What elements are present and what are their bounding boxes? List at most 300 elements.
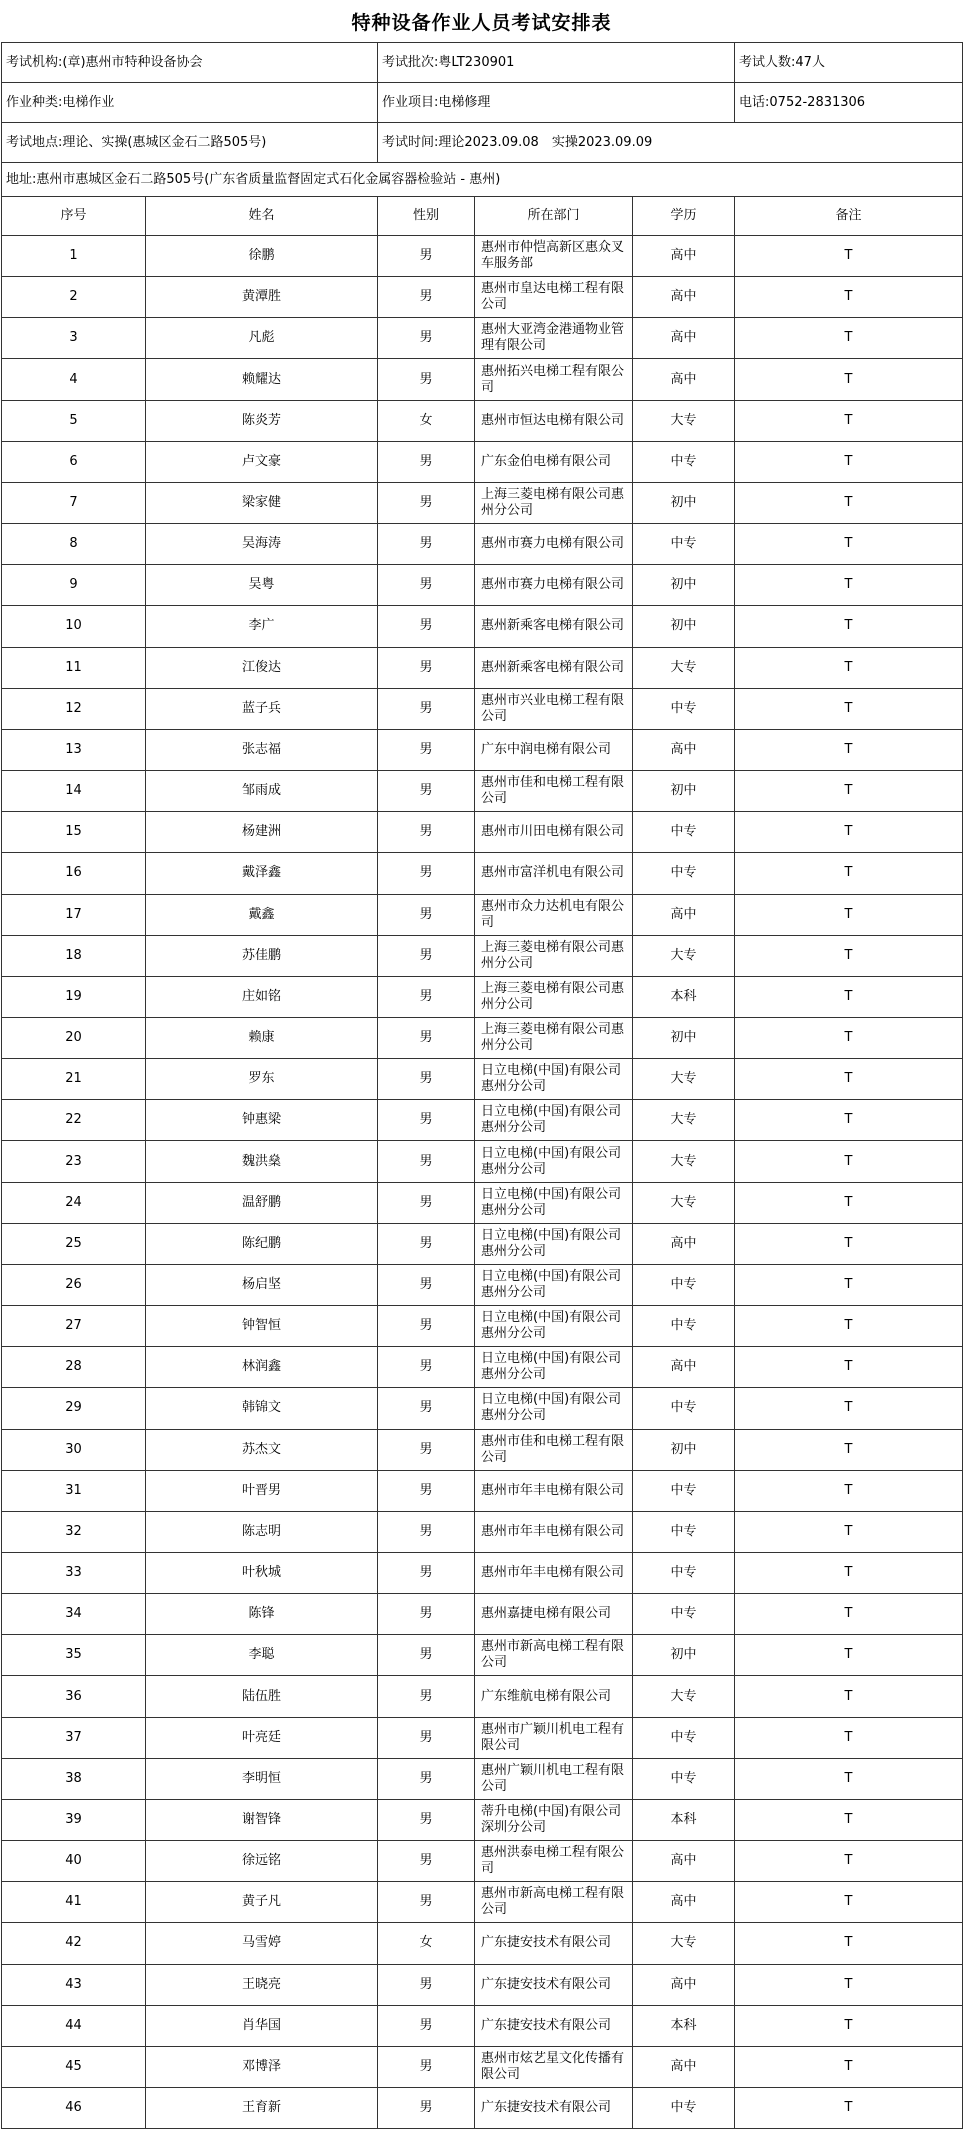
cell-name: 叶秋城 [146, 1553, 378, 1594]
department-text: 日立电梯(中国)有限公司惠州分公司 [481, 1145, 622, 1177]
department-text: 惠州市新高电梯工程有限公司 [481, 1639, 625, 1671]
department-text: 日立电梯(中国)有限公司惠州分公司 [481, 1186, 622, 1218]
cell-name: 陆伍胜 [146, 1676, 378, 1717]
cell-index: 46 [2, 2088, 146, 2129]
table-row [2, 647, 963, 688]
cell-remark: T [735, 1100, 963, 1141]
cell-name: 温舒鹏 [146, 1182, 378, 1223]
cell-education: 高中 [633, 318, 735, 359]
cell-education: 大专 [633, 1182, 735, 1223]
cell-education: 高中 [633, 1347, 735, 1388]
cell-department [475, 1100, 633, 1141]
cell-name: 林润鑫 [146, 1347, 378, 1388]
cell-education: 中专 [633, 441, 735, 482]
cell-index: 15 [2, 812, 146, 853]
department-text: 惠州新乘客电梯有限公司 [481, 618, 625, 634]
department-text: 上海三菱电梯有限公司惠州分公司 [481, 1022, 625, 1054]
cell-name: 梁家健 [146, 482, 378, 523]
cell-education: 中专 [633, 812, 735, 853]
cell-index: 16 [2, 853, 146, 894]
department-text: 日立电梯(中国)有限公司惠州分公司 [481, 1104, 622, 1136]
cell-education: 大专 [633, 1141, 735, 1182]
department-text: 惠州大亚湾金港通物业管理有限公司 [481, 322, 625, 354]
col-header-index: 序号 [2, 197, 146, 236]
cell-index: 45 [2, 2046, 146, 2087]
cell-gender: 男 [378, 1264, 475, 1305]
department-text: 惠州市新高电梯工程有限公司 [481, 1886, 625, 1918]
table-row [2, 524, 963, 565]
table-row [2, 729, 963, 770]
cell-gender: 男 [378, 1594, 475, 1635]
cell-name: 庄如铭 [146, 976, 378, 1017]
table-row [2, 606, 963, 647]
cell-gender: 男 [378, 1059, 475, 1100]
cell-name: 邓博泽 [146, 2046, 378, 2087]
cell-index: 42 [2, 1923, 146, 1964]
table-row [2, 812, 963, 853]
department-text: 惠州市年丰电梯有限公司 [481, 1523, 625, 1539]
cell-gender: 男 [378, 1100, 475, 1141]
cell-name: 戴鑫 [146, 894, 378, 935]
cell-remark: T [735, 853, 963, 894]
cell-department [475, 729, 633, 770]
cell-education: 高中 [633, 359, 735, 400]
cell-education: 初中 [633, 606, 735, 647]
cell-name: 陈志明 [146, 1511, 378, 1552]
table-row [2, 1100, 963, 1141]
col-header-name: 姓名 [146, 197, 378, 236]
cell-education: 中专 [633, 1594, 735, 1635]
cell-department [475, 236, 633, 277]
cell-name: 卢文豪 [146, 441, 378, 482]
cell-remark: T [735, 1017, 963, 1058]
cell-gender: 男 [378, 482, 475, 523]
table-row [2, 1841, 963, 1882]
cell-name: 叶亮廷 [146, 1717, 378, 1758]
cell-department [475, 853, 633, 894]
cell-department [475, 400, 633, 441]
col-header-remark: 备注 [735, 197, 963, 236]
cell-department [475, 524, 633, 565]
cell-department [475, 606, 633, 647]
cell-remark: T [735, 1758, 963, 1799]
cell-index: 1 [2, 236, 146, 277]
department-text: 惠州市皇达电梯工程有限公司 [481, 281, 625, 313]
department-text: 惠州市川田电梯有限公司 [481, 824, 625, 840]
work-item: 作业项目:电梯修理 [378, 83, 735, 123]
cell-gender: 男 [378, 1388, 475, 1429]
cell-index: 24 [2, 1182, 146, 1223]
cell-index: 11 [2, 647, 146, 688]
department-text: 广东金伯电梯有限公司 [481, 453, 612, 469]
cell-index: 41 [2, 1882, 146, 1923]
exam-address: 地址:惠州市惠城区金石二路505号(广东省质量监督固定式石化金属容器检验站 - 惠州) [2, 163, 963, 197]
cell-department [475, 771, 633, 812]
table-row [2, 318, 963, 359]
table-row [2, 441, 963, 482]
cell-index: 44 [2, 2005, 146, 2046]
cell-gender: 男 [378, 1882, 475, 1923]
cell-name: 蓝子兵 [146, 688, 378, 729]
cell-gender: 男 [378, 1676, 475, 1717]
department-text: 惠州市赛力电梯有限公司 [481, 536, 625, 552]
cell-gender: 男 [378, 1717, 475, 1758]
cell-index: 33 [2, 1553, 146, 1594]
cell-name: 杨启坚 [146, 1264, 378, 1305]
cell-department [475, 1306, 633, 1347]
cell-index: 28 [2, 1347, 146, 1388]
department-text: 日立电梯(中国)有限公司惠州分公司 [481, 1351, 622, 1383]
cell-name: 李广 [146, 606, 378, 647]
cell-department [475, 1347, 633, 1388]
work-category: 作业种类:电梯作业 [2, 83, 378, 123]
cell-name: 徐远铭 [146, 1841, 378, 1882]
cell-education: 本科 [633, 2005, 735, 2046]
cell-gender: 男 [378, 441, 475, 482]
table-row [2, 2088, 963, 2129]
table-row [2, 1347, 963, 1388]
cell-name: 王晓亮 [146, 1964, 378, 2005]
department-text: 广东维航电梯有限公司 [481, 1688, 612, 1704]
cell-index: 30 [2, 1429, 146, 1470]
department-text: 惠州市炫艺星文化传播有限公司 [481, 2050, 625, 2082]
cell-department [475, 935, 633, 976]
cell-gender: 男 [378, 1964, 475, 2005]
cell-index: 43 [2, 1964, 146, 2005]
cell-department [475, 1676, 633, 1717]
cell-remark: T [735, 1923, 963, 1964]
table-row [2, 976, 963, 1017]
cell-index: 32 [2, 1511, 146, 1552]
cell-index: 22 [2, 1100, 146, 1141]
table-row [2, 359, 963, 400]
cell-gender: 男 [378, 524, 475, 565]
department-text: 惠州市佳和电梯工程有限公司 [481, 775, 625, 807]
cell-remark: T [735, 976, 963, 1017]
cell-education: 中专 [633, 524, 735, 565]
cell-education: 高中 [633, 1841, 735, 1882]
cell-gender: 男 [378, 606, 475, 647]
cell-department [475, 1594, 633, 1635]
table-row [2, 1799, 963, 1840]
department-text: 惠州拓兴电梯工程有限公司 [481, 363, 625, 395]
cell-department [475, 688, 633, 729]
department-text: 惠州市广颖川机电工程有限公司 [481, 1721, 625, 1753]
cell-name: 吴海涛 [146, 524, 378, 565]
cell-education: 大专 [633, 1923, 735, 1964]
cell-department [475, 976, 633, 1017]
cell-remark: T [735, 1470, 963, 1511]
cell-education: 中专 [633, 2088, 735, 2129]
table-row [2, 236, 963, 277]
table-row [2, 1882, 963, 1923]
cell-remark: T [735, 359, 963, 400]
cell-department [475, 1553, 633, 1594]
cell-index: 18 [2, 935, 146, 976]
table-row [2, 1017, 963, 1058]
exam-batch: 考试批次:粤LT230901 [378, 43, 735, 83]
cell-remark: T [735, 236, 963, 277]
cell-education: 本科 [633, 1799, 735, 1840]
table-row [2, 1264, 963, 1305]
cell-index: 29 [2, 1388, 146, 1429]
page-title: 特种设备作业人员考试安排表 [351, 11, 612, 34]
cell-name: 张志福 [146, 729, 378, 770]
cell-name: 苏杰文 [146, 1429, 378, 1470]
cell-education: 中专 [633, 1553, 735, 1594]
cell-gender: 男 [378, 688, 475, 729]
cell-education: 中专 [633, 688, 735, 729]
cell-department [475, 441, 633, 482]
cell-gender: 男 [378, 1429, 475, 1470]
cell-department [475, 1017, 633, 1058]
table-row [2, 2046, 963, 2087]
cell-department [475, 318, 633, 359]
department-text: 广东捷安技术有限公司 [481, 2017, 612, 2033]
cell-gender: 男 [378, 729, 475, 770]
cell-name: 戴泽鑫 [146, 853, 378, 894]
department-text: 惠州新乘客电梯有限公司 [481, 659, 625, 675]
cell-department [475, 482, 633, 523]
cell-gender: 男 [378, 2005, 475, 2046]
cell-department [475, 1264, 633, 1305]
cell-department [475, 2046, 633, 2087]
cell-department [475, 1841, 633, 1882]
cell-department [475, 1182, 633, 1223]
department-text: 惠州市赛力电梯有限公司 [481, 577, 625, 593]
table-row [2, 935, 963, 976]
cell-gender: 男 [378, 1758, 475, 1799]
cell-name: 吴粤 [146, 565, 378, 606]
cell-name: 陈炎芳 [146, 400, 378, 441]
cell-index: 14 [2, 771, 146, 812]
cell-education: 大专 [633, 935, 735, 976]
cell-remark: T [735, 2046, 963, 2087]
cell-name: 钟惠梁 [146, 1100, 378, 1141]
cell-education: 中专 [633, 853, 735, 894]
cell-name: 谢智锋 [146, 1799, 378, 1840]
cell-index: 23 [2, 1141, 146, 1182]
cell-index: 9 [2, 565, 146, 606]
cell-name: 赖耀达 [146, 359, 378, 400]
cell-index: 20 [2, 1017, 146, 1058]
cell-department [475, 2088, 633, 2129]
cell-remark: T [735, 1841, 963, 1882]
info-row-2 [2, 83, 963, 123]
cell-remark: T [735, 1511, 963, 1552]
cell-gender: 男 [378, 853, 475, 894]
cell-education: 中专 [633, 1511, 735, 1552]
table-row [2, 400, 963, 441]
cell-remark: T [735, 318, 963, 359]
cell-education: 中专 [633, 1264, 735, 1305]
department-text: 广东捷安技术有限公司 [481, 2100, 612, 2116]
cell-department [475, 1882, 633, 1923]
cell-index: 36 [2, 1676, 146, 1717]
cell-gender: 男 [378, 647, 475, 688]
cell-gender: 男 [378, 935, 475, 976]
cell-gender: 男 [378, 1182, 475, 1223]
cell-gender: 男 [378, 565, 475, 606]
cell-education: 大专 [633, 647, 735, 688]
cell-education: 初中 [633, 771, 735, 812]
exam-org: 考试机构:(章)惠州市特种设备协会 [2, 43, 378, 83]
cell-remark: T [735, 1182, 963, 1223]
cell-index: 21 [2, 1059, 146, 1100]
cell-remark: T [735, 1429, 963, 1470]
cell-name: 徐鹏 [146, 236, 378, 277]
cell-department [475, 1799, 633, 1840]
table-row [2, 565, 963, 606]
cell-department [475, 1388, 633, 1429]
table-row [2, 894, 963, 935]
department-text: 上海三菱电梯有限公司惠州分公司 [481, 487, 625, 519]
table-row [2, 688, 963, 729]
department-text: 上海三菱电梯有限公司惠州分公司 [481, 939, 625, 971]
cell-department [475, 894, 633, 935]
cell-index: 5 [2, 400, 146, 441]
cell-gender: 男 [378, 894, 475, 935]
cell-education: 高中 [633, 1964, 735, 2005]
cell-gender: 男 [378, 236, 475, 277]
cell-education: 初中 [633, 1429, 735, 1470]
table-row [2, 1059, 963, 1100]
cell-education: 高中 [633, 277, 735, 318]
cell-remark: T [735, 1306, 963, 1347]
cell-education: 初中 [633, 565, 735, 606]
cell-index: 38 [2, 1758, 146, 1799]
table-row [2, 2005, 963, 2046]
cell-index: 17 [2, 894, 146, 935]
department-text: 日立电梯(中国)有限公司惠州分公司 [481, 1227, 622, 1259]
department-text: 惠州市富洋机电有限公司 [481, 865, 625, 881]
cell-department [475, 359, 633, 400]
cell-remark: T [735, 606, 963, 647]
cell-remark: T [735, 729, 963, 770]
cell-index: 13 [2, 729, 146, 770]
cell-name: 钟智恒 [146, 1306, 378, 1347]
cell-gender: 男 [378, 1347, 475, 1388]
exam-count: 考试人数:47人 [735, 43, 963, 83]
table-row [2, 1223, 963, 1264]
cell-index: 10 [2, 606, 146, 647]
cell-name: 陈纪鹏 [146, 1223, 378, 1264]
table-row [2, 1964, 963, 2005]
cell-gender: 男 [378, 1841, 475, 1882]
cell-remark: T [735, 2088, 963, 2129]
cell-name: 陈锋 [146, 1594, 378, 1635]
cell-index: 26 [2, 1264, 146, 1305]
department-text: 惠州市年丰电梯有限公司 [481, 1482, 625, 1498]
table-row [2, 1511, 963, 1552]
department-text: 广东中润电梯有限公司 [481, 741, 612, 757]
cell-gender: 女 [378, 400, 475, 441]
cell-education: 高中 [633, 2046, 735, 2087]
cell-department [475, 565, 633, 606]
cell-name: 韩锦文 [146, 1388, 378, 1429]
department-text: 惠州洪泰电梯工程有限公司 [481, 1845, 625, 1877]
cell-gender: 男 [378, 1511, 475, 1552]
cell-education: 高中 [633, 236, 735, 277]
cell-name: 李明恒 [146, 1758, 378, 1799]
cell-education: 初中 [633, 1017, 735, 1058]
cell-name: 肖华国 [146, 2005, 378, 2046]
cell-index: 40 [2, 1841, 146, 1882]
cell-remark: T [735, 482, 963, 523]
department-text: 日立电梯(中国)有限公司惠州分公司 [481, 1268, 622, 1300]
cell-remark: T [735, 1059, 963, 1100]
cell-gender: 男 [378, 2088, 475, 2129]
cell-remark: T [735, 1717, 963, 1758]
cell-gender: 男 [378, 2046, 475, 2087]
department-text: 上海三菱电梯有限公司惠州分公司 [481, 980, 625, 1012]
table-row [2, 1429, 963, 1470]
cell-department [475, 1717, 633, 1758]
cell-name: 马雪婷 [146, 1923, 378, 1964]
cell-department [475, 1223, 633, 1264]
cell-index: 25 [2, 1223, 146, 1264]
cell-gender: 男 [378, 1635, 475, 1676]
cell-education: 大专 [633, 1676, 735, 1717]
cell-education: 高中 [633, 1882, 735, 1923]
cell-name: 王育新 [146, 2088, 378, 2129]
cell-department [475, 1635, 633, 1676]
cell-index: 6 [2, 441, 146, 482]
cell-remark: T [735, 1223, 963, 1264]
cell-index: 19 [2, 976, 146, 1017]
table-row [2, 1717, 963, 1758]
cell-remark: T [735, 647, 963, 688]
cell-department [475, 277, 633, 318]
cell-gender: 男 [378, 1553, 475, 1594]
cell-education: 大专 [633, 1059, 735, 1100]
cell-education: 初中 [633, 1635, 735, 1676]
cell-index: 27 [2, 1306, 146, 1347]
table-row [2, 1306, 963, 1347]
cell-name: 杨建洲 [146, 812, 378, 853]
cell-department [475, 1429, 633, 1470]
department-text: 惠州广颖川机电工程有限公司 [481, 1762, 625, 1794]
address-row [2, 163, 963, 197]
cell-gender: 男 [378, 1141, 475, 1182]
cell-gender: 男 [378, 1470, 475, 1511]
table-row [2, 482, 963, 523]
table-row [2, 1141, 963, 1182]
cell-gender: 男 [378, 1799, 475, 1840]
info-row-3 [2, 123, 963, 163]
cell-name: 罗东 [146, 1059, 378, 1100]
col-header-department: 所在部门 [475, 197, 633, 236]
cell-education: 中专 [633, 1717, 735, 1758]
schedule-table [1, 42, 963, 2129]
cell-name: 叶晋男 [146, 1470, 378, 1511]
cell-name: 苏佳鹏 [146, 935, 378, 976]
department-text: 惠州市佳和电梯工程有限公司 [481, 1433, 625, 1465]
info-row-1 [2, 43, 963, 83]
cell-education: 高中 [633, 729, 735, 770]
cell-remark: T [735, 894, 963, 935]
cell-gender: 男 [378, 1306, 475, 1347]
cell-remark: T [735, 812, 963, 853]
cell-remark: T [735, 1388, 963, 1429]
cell-education: 初中 [633, 482, 735, 523]
exam-location: 考试地点:理论、实操(惠城区金石二路505号) [2, 123, 378, 163]
cell-index: 8 [2, 524, 146, 565]
cell-education: 大专 [633, 1100, 735, 1141]
department-text: 日立电梯(中国)有限公司惠州分公司 [481, 1310, 622, 1342]
cell-department [475, 812, 633, 853]
cell-remark: T [735, 400, 963, 441]
